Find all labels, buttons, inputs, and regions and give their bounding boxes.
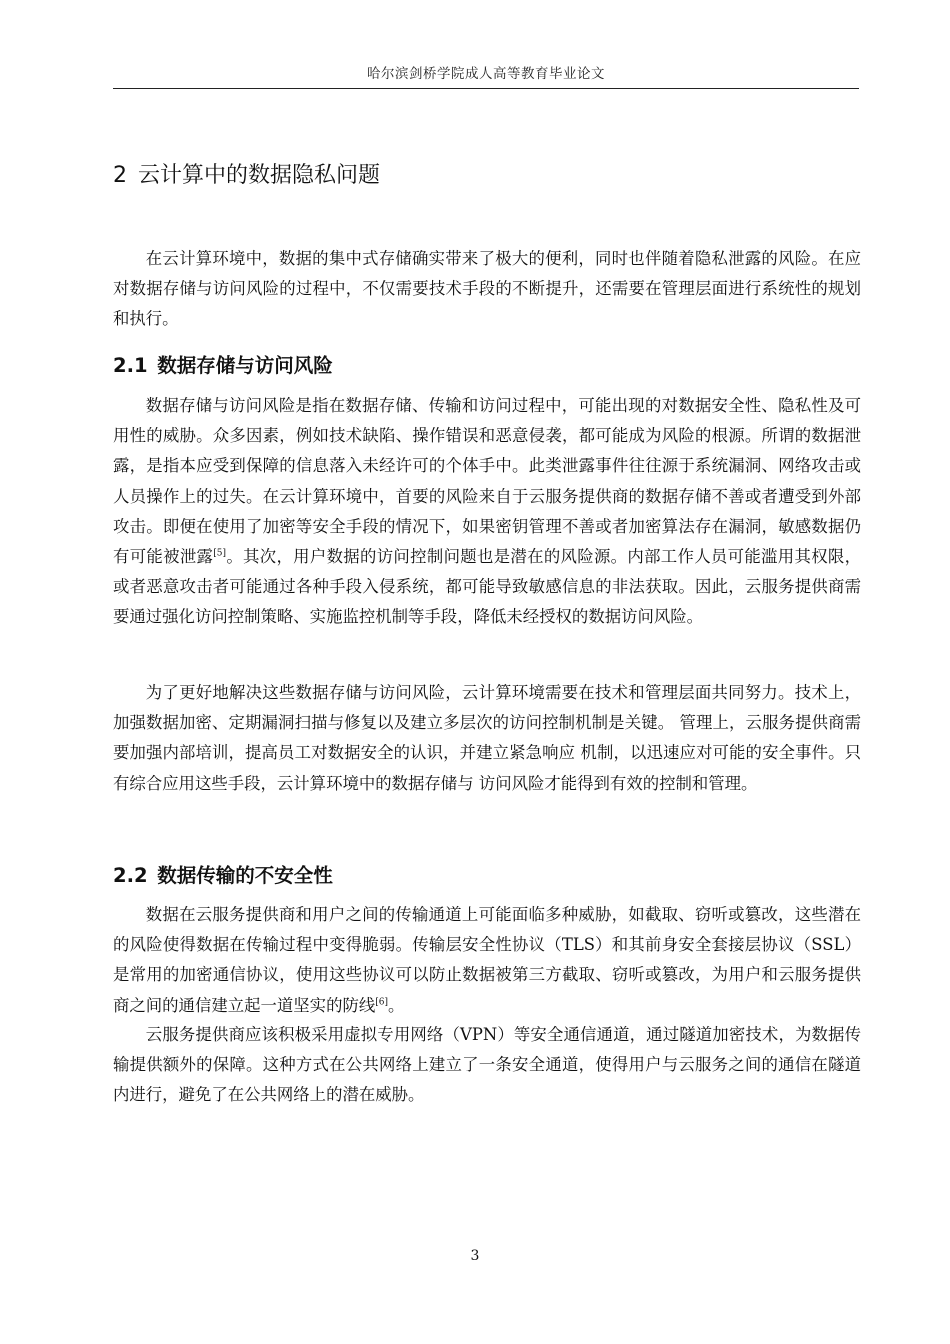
chapter-title (113, 158, 380, 189)
section-title: 数据存储与访问风险 (157, 354, 333, 377)
paragraph-text: 数据在云服务提供商和用户之间的传输通道上可能面临多种威胁，如截取、窃听或篡改，这些潜在的风险使得数据在传输过程中变得脆弱。传输层安全性协议（TLS）和其前身安全套接层协议（SSL）是常用的加密通信协议，使用这些协议可以防止数据被第三方截取、窃听或篡改，为用户和云服务提供商之间的通信建立起一道坚实的防线 (113, 905, 861, 1015)
section-2-2-paragraph-1 (113, 900, 861, 1021)
section-title: 数据传输的不安全性 (157, 864, 333, 887)
paragraph-text: 。 (388, 995, 405, 1015)
chapter-title-text: 云计算中的数据隐私问题 (138, 163, 381, 188)
section-2-2-paragraph-2: 云服务提供商应该积极采用虚拟专用网络（VPN）等安全通信通道，通过隧道加密技术，为数据传输提供额外的保障。这种方式在公共网络上建立了一条安全通道，使得用户与云服务之间的通信在隧道内进行，避免了在公共网络上的潜在威胁。 (113, 1025, 861, 1105)
citation-ref: [5] (213, 548, 227, 559)
running-header: 哈尔滨剑桥学院成人高等教育毕业论文 (367, 66, 605, 82)
header-rule (113, 88, 859, 89)
paragraph-text: 数据存储与访问风险是指在数据存储、传输和访问过程中，可能出现的对数据安全性、隐私性及可用性的威胁。众多因素，例如技术缺陷、操作错误和恶意侵袭，都可能成为风险的根源。所谓的数据泄露，是指本应受到保障的信息落入未经许可的个体手中。此类泄露事件往往源于系统漏洞、网络攻击或人员操作上的过失。在云计算环境中，首要的风险来自于云服务提供商的数据存储不善或者遭受到外部攻击。即便在使用了加密等安全手段的情况下，如果密钥管理不善或者加密算法存在漏洞，敏感数据仍有可能被泄露 (113, 396, 861, 567)
section-2-1-paragraph-2: 为了更好地解决这些数据存储与访问风险，云计算环境需要在技术和管理层面共同努力。技术上，加强数据加密、定期漏洞扫描与修复以及建立多层次的访问控制机制是关键。 管理上，云服务提供商需要加强内部培训，提高员工对数据安全的认识，并建立紧急响应 机制，以迅速应对可能的安全事件。只有综合应用这些手段，云计算环境中的数据存储与 访问风险才能得到有效的控制和管理。 (113, 683, 861, 793)
citation-ref: [6] (375, 997, 388, 1008)
chapter-number: 2 (113, 163, 127, 188)
section-heading-2-2 (113, 860, 333, 888)
paragraph-text: 。其次，用户数据的访问控制问题也是潜在的风险源。内部工作人员可能滥用其权限，或者恶意攻击者可能通过各种手段入侵系统，都可能导致敏感信息的非法获取。因此，云服务提供商需要通过强化访问控制策略、实施监控机制等手段，降低未经授权的数据访问风险。 (113, 547, 862, 627)
section-number: 2.1 (113, 354, 148, 377)
section-number: 2.2 (113, 864, 148, 887)
page-number: 3 (470, 1248, 480, 1264)
section-2-1-paragraph-1 (113, 391, 861, 633)
section-heading-2-1 (113, 350, 333, 378)
intro-paragraph: 在云计算环境中，数据的集中式存储确实带来了极大的便利，同时也伴随着隐私泄露的风险。在应对数据存储与访问风险的过程中，不仅需要技术手段的不断提升，还需要在管理层面进行系统性的规划和执行。 (113, 249, 861, 329)
